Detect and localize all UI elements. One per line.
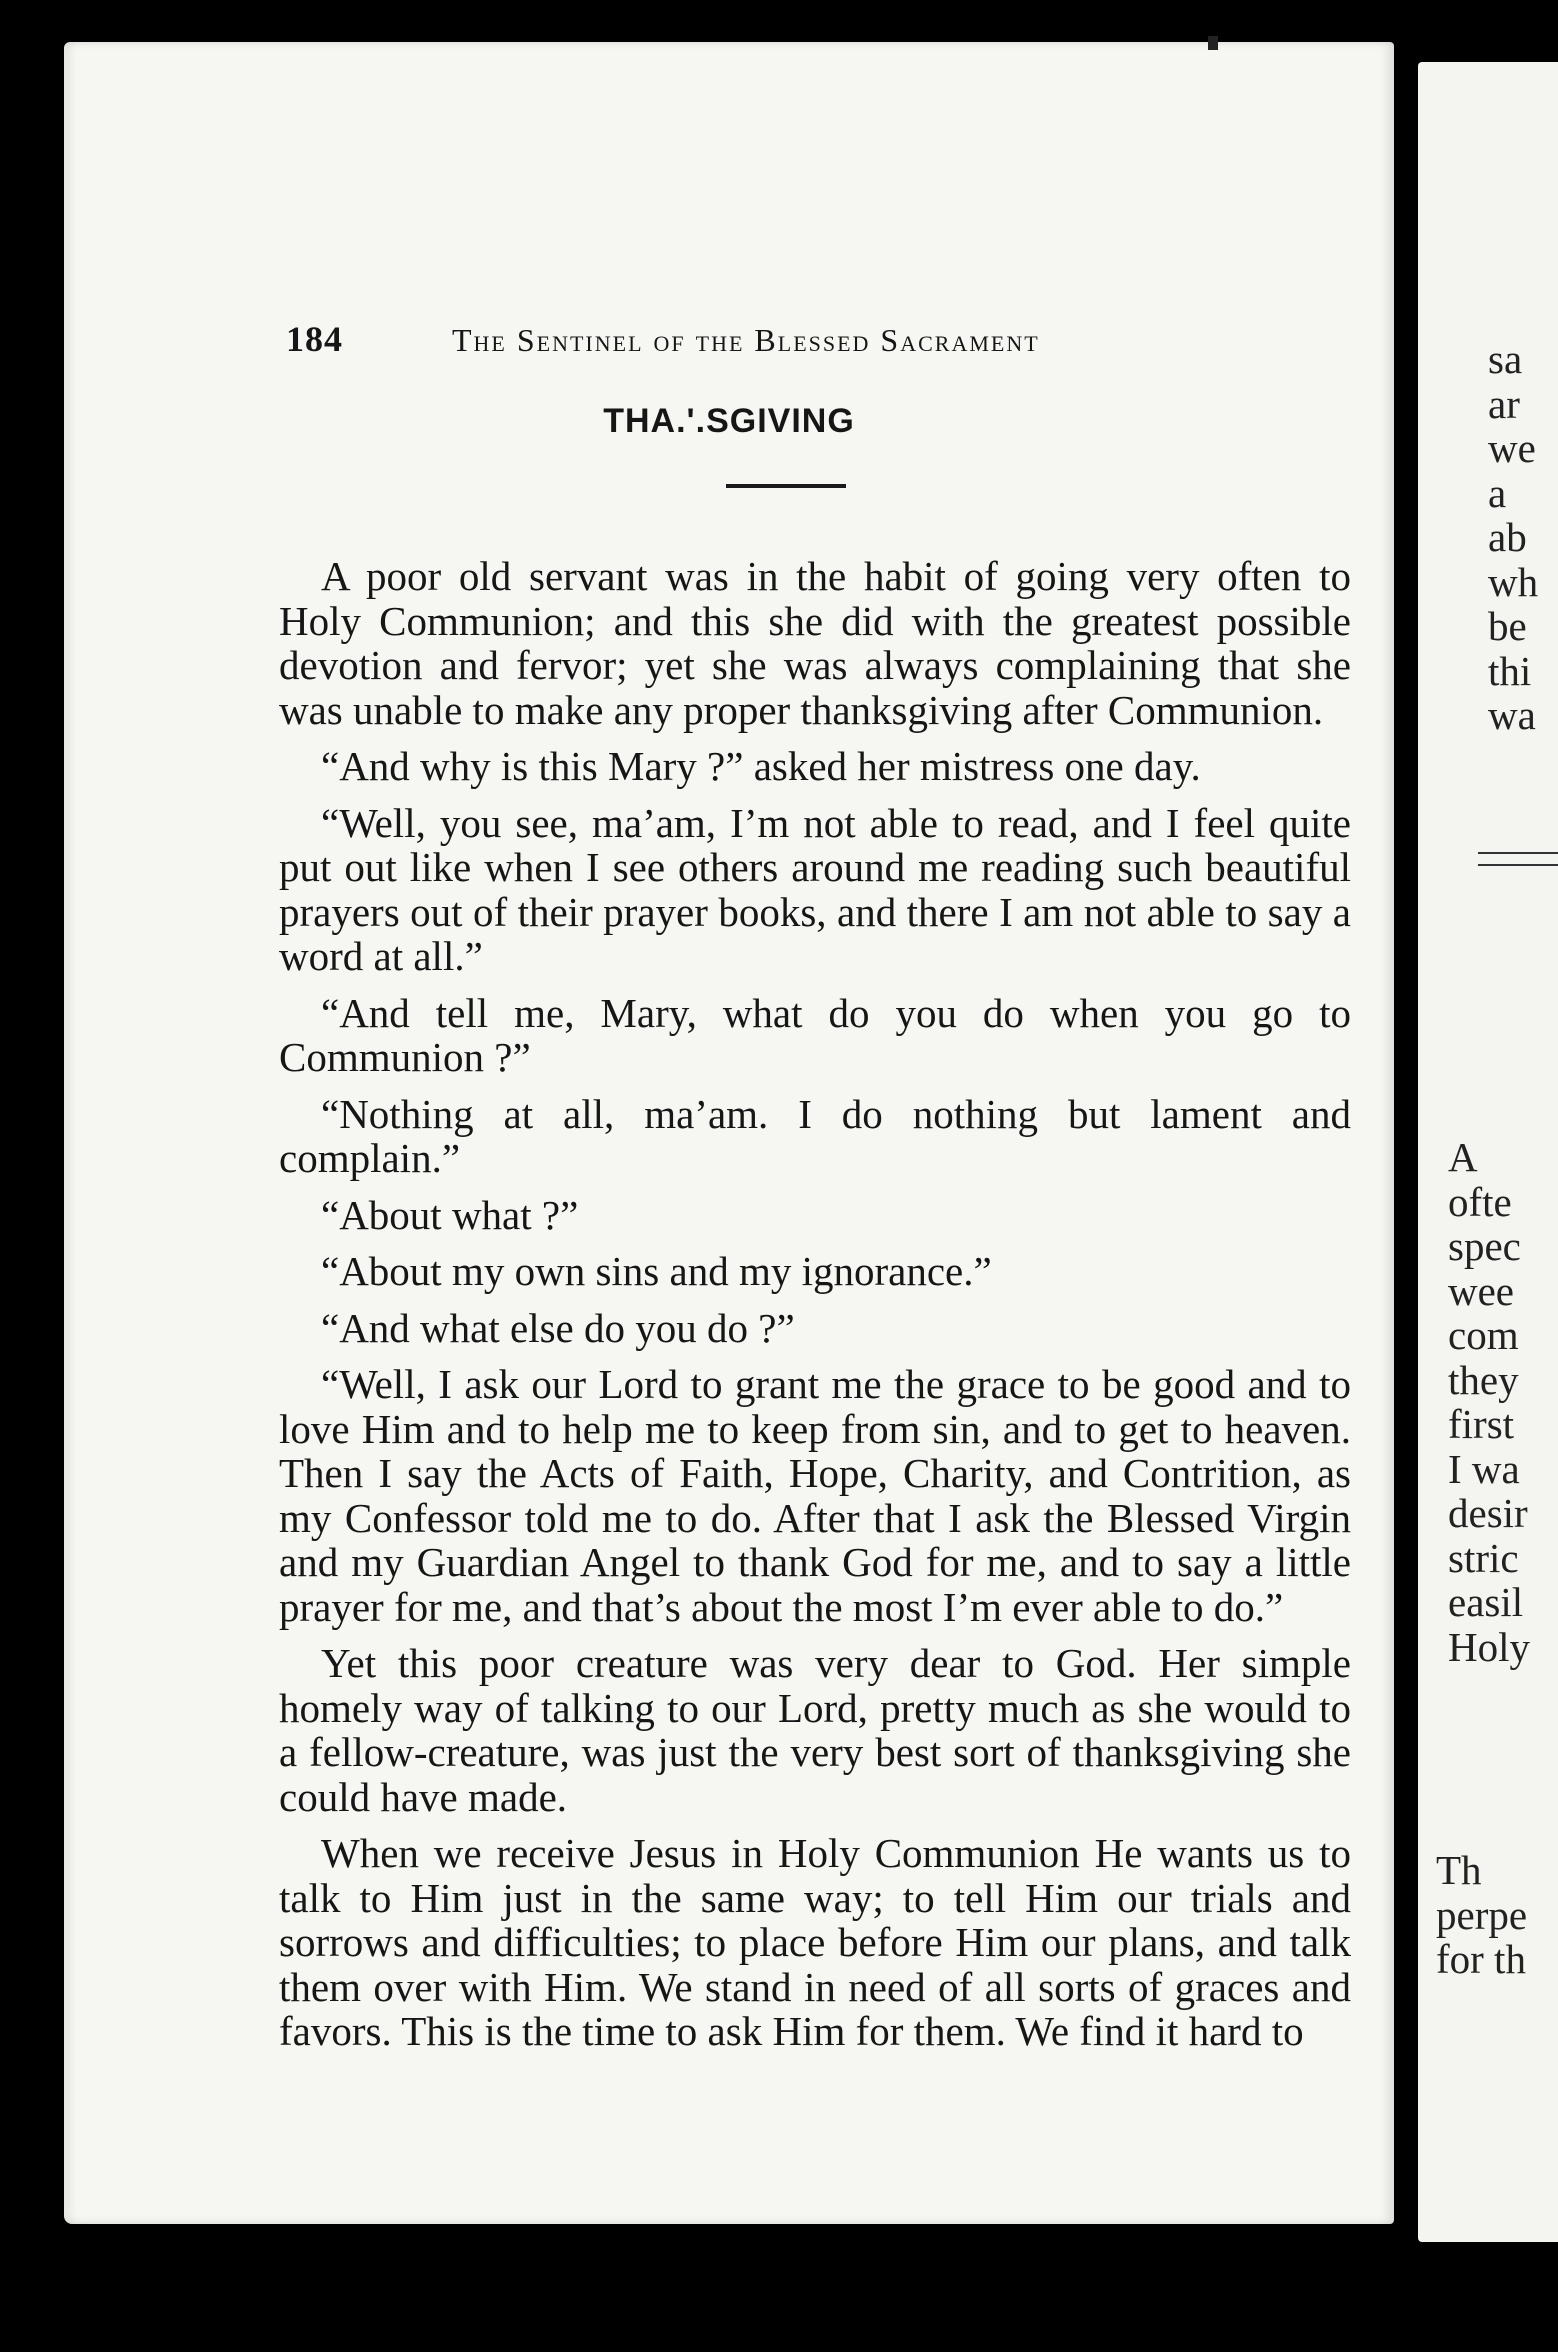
facing-page-fragment-bottom: Th perpe for th — [1436, 1847, 1528, 1982]
left-page — [64, 42, 1394, 2224]
paragraph: “And what else do you do ?” — [321, 1304, 795, 1351]
paragraph: “About what ?” — [321, 1191, 579, 1238]
paragraph: Yet this poor creature was very dear to God. Her simple homely way of talking to our Lord, pretty much as she would to a fellow-creature, was just the very best sort of thanksgiving she could have made. — [279, 1640, 1351, 1820]
paragraph: A poor old servant was in the habit of going very often to Holy Communion; and this she did with the greatest possible devotion and fervor; yet she was always complaining that she was unable to make any proper thanksgiving after Communion. — [279, 553, 1351, 733]
facing-page-fragment-middle: A ofte spec wee com they first I wa desir stric easil Holy — [1448, 1134, 1530, 1670]
paragraph: “And why is this Mary ?” asked her mistress one day. — [321, 743, 1201, 789]
paragraph: “Well, you see, ma’am, I’m not able to read, and I feel quite put out like when I see others around me reading such beautiful prayers out of their prayer books, and there I am not able to say a word at all.” — [279, 799, 1351, 979]
page-number: 184 — [286, 319, 343, 359]
paragraph: When we receive Jesus in Holy Communion He wants us to talk to Him just in the same way; to tell Him our trials and sorrows and difficulties; to place before Him our plans, and talk them over with Him. We stand in need of all sorts of graces and favors. This is the time to ask Him for them. We find it hard to — [279, 1830, 1351, 2054]
scan-mark — [1208, 36, 1218, 50]
article-body — [279, 554, 1351, 2066]
title-rule — [726, 484, 846, 488]
paragraph: “About my own sins and my ignorance.” — [321, 1248, 992, 1294]
facing-page — [1418, 62, 1558, 2242]
paragraph: “Well, I ask our Lord to grant me the grace to be good and to love Him and to help me to keep from sin, and to get to heaven. Then I say the Acts of Faith, Hope, Charity, and Contrition, as my Confessor told me to do. After that I ask the Blessed Virgin and my Guardian Angel to thank God for me, and to say a little prayer for me, and that’s about the most I’m ever able to do.” — [279, 1361, 1351, 1630]
facing-page-fragment-top: sa ar we a ab wh be thi wa — [1488, 336, 1539, 738]
paragraph: “Nothing at all, ma’am. I do nothing but lament and complain.” — [279, 1090, 1351, 1181]
facing-page-rule — [1478, 852, 1558, 866]
journal-title: The Sentinel of the Blessed Sacrament — [452, 322, 1040, 358]
paragraph: “And tell me, Mary, what do you do when you go to Communion ?” — [279, 989, 1351, 1080]
running-head — [286, 278, 1216, 358]
article-title: THA.'.SGIVING — [603, 402, 855, 440]
